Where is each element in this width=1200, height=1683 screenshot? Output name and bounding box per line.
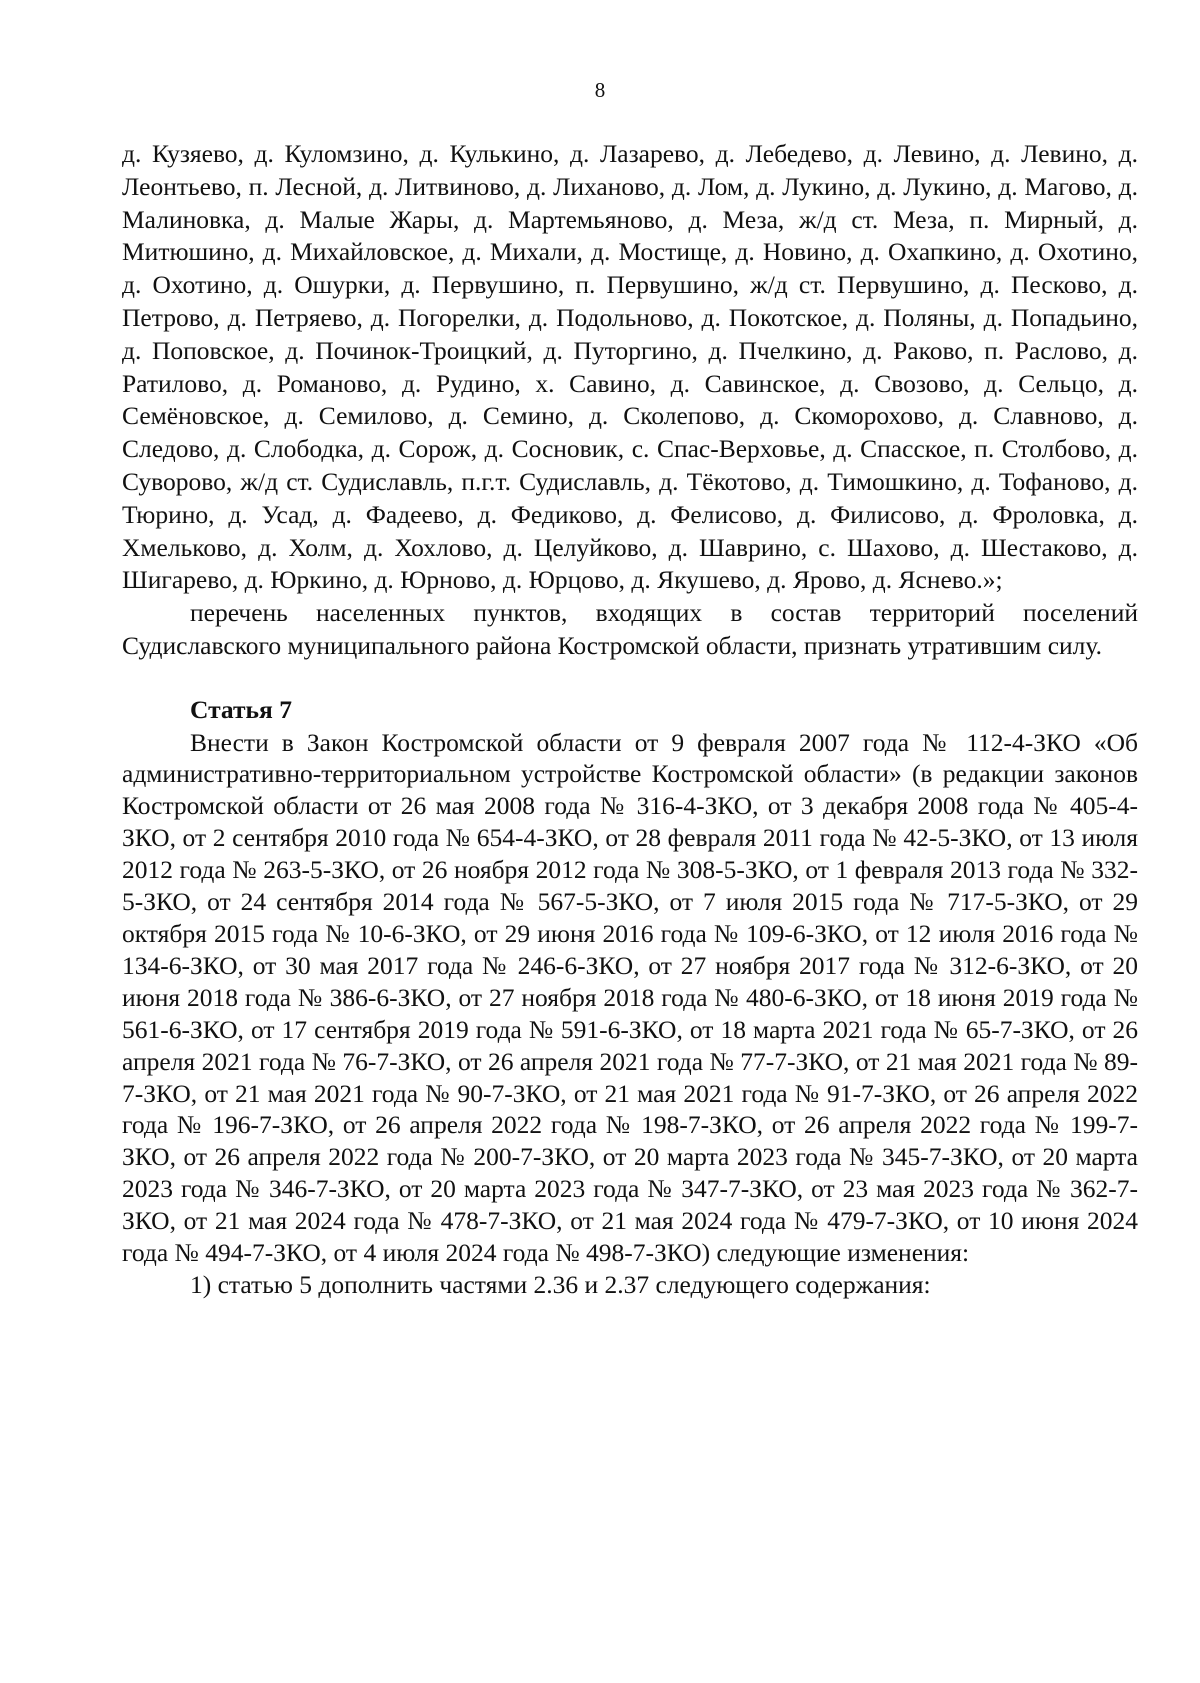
article-amendment-paragraph: Внести в Закон Костромской области от 9 февраля 2007 года № 112-4-ЗКО «Об административно-территориальном устройстве Костромской области» (в редакции законов Костромской области от 26 мая 2008 года № 316-4-ЗКО, от 3 декабря 2008 года № 405-4-ЗКО, от 2 сентября 2010 года № 654-4-ЗКО, от 28 февраля 2011 года № 42-5-ЗКО, от 13 июля 2012 года № 263-5-ЗКО, от 26 ноября 2012 года № 308-5-ЗКО, от 1 февраля 2013 года № 332-5-ЗКО, от 24 сентября 2014 года № 567-5-ЗКО, от 7 июля 2015 года № 717-5-ЗКО, от 29 октября 2015 года № 10-6-ЗКО, от 29 июня 2016 года № 109-6-ЗКО, от 12 июля 2016 года № 134-6-ЗКО, от 30 мая 2017 года № 246-6-ЗКО, от 27 ноября 2017 года № 312-6-ЗКО, от 20 июня 2018 года № 386-6-ЗКО, от 27 ноября 2018 года № 480-6-ЗКО, от 18 июня 2019 года № 561-6-ЗКО, от 17 сентября 2019 года № 591-6-ЗКО, от 18 марта 2021 года № 65-7-ЗКО, от 26 апреля 2021 года № 76-7-ЗКО, от 26 апреля 2021 года № 77-7-ЗКО, от 21 мая 2021 года № 89-7-ЗКО, от 21 мая 2021 года № 90-7-ЗКО, от 21 мая 2021 года № 91-7-ЗКО, от 26 апреля 2022 года № 196-7-ЗКО, от 26 апреля 2022 года № 198-7-ЗКО, от 26 апреля 2022 года № 199-7-ЗКО, от 26 апреля 2022 года № 200-7-ЗКО, от 20 марта 2023 года № 345-7-ЗКО, от 20 марта 2023 года № 346-7-ЗКО, от 20 марта 2023 года № 347-7-ЗКО, от 23 мая 2023 года № 362-7-ЗКО, от 21 мая 2024 года № 478-7-ЗКО, от 21 мая 2024 года № 479-7-ЗКО, от 10 июня 2024 года № 494-7-ЗКО, от 4 июля 2024 года № 498-7-ЗКО) следующие изменения: (122, 727, 1138, 1268)
document-body (122, 138, 1138, 1301)
settlements-list-paragraph: д. Кузяево, д. Куломзино, д. Кулькино, д. Лазарево, д. Лебедево, д. Левино, д. Левино, д. Леонтьево, п. Лесной, д. Литвиново, д. Лиханово, д. Лом, д. Лукино, д. Лукино, д. Магово, д. Малиновка, д. Малые Жары, д. Мартемьяново, д. Меза, ж/д ст. Меза, п. Мирный, д. Митюшино, д. Михайловское, д. Михали, д. Мостище, д. Новино, д. Охапкино, д. Охотино, д. Охотино, д. Ошурки, д. Первушино, п. Первушино, ж/д ст. Первушино, д. Песково, д. Петрово, д. Петряево, д. Погорелки, д. Подольново, д. Покотское, д. Поляны, д. Попадьино, д. Поповское, д. Починок-Троицкий, д. Путоргино, д. Пчелкино, д. Раково, п. Раслово, д. Ратилово, д. Романово, д. Рудино, х. Савино, д. Савинское, д. Свозово, д. Сельцо, д. Семёновское, д. Семилово, д. Семино, д. Сколепово, д. Скоморохово, д. Славново, д. Следово, д. Слободка, д. Сорож, д. Сосновик, с. Спас-Верховье, д. Спасское, п. Столбово, д. Суворово, ж/д ст. Судиславль, п.г.т. Судиславль, д. Тёкотово, д. Тимошкино, д. Тофаново, д. Тюрино, д. Усад, д. Фадеево, д. Федиково, д. Фелисово, д. Филисово, д. Фроловка, д. Хмельково, д. Холм, д. Хохлово, д. Целуйково, д. Шаврино, с. Шахово, д. Шестаково, д. Шигарево, д. Юркино, д. Юрново, д. Юрцово, д. Якушево, д. Ярово, д. Яснево.»; (122, 139, 1138, 595)
article-heading: Статья 7 (190, 694, 292, 724)
page-number: 8 (594, 78, 606, 102)
repeal-paragraph: перечень населенных пунктов, входящих в состав территорий поселений Судиславского муниципального района Костромской области, признать утратившим силу. (122, 598, 1138, 660)
article-item-1: 1) статью 5 дополнить частями 2.36 и 2.37 следующего содержания: (190, 1269, 931, 1299)
